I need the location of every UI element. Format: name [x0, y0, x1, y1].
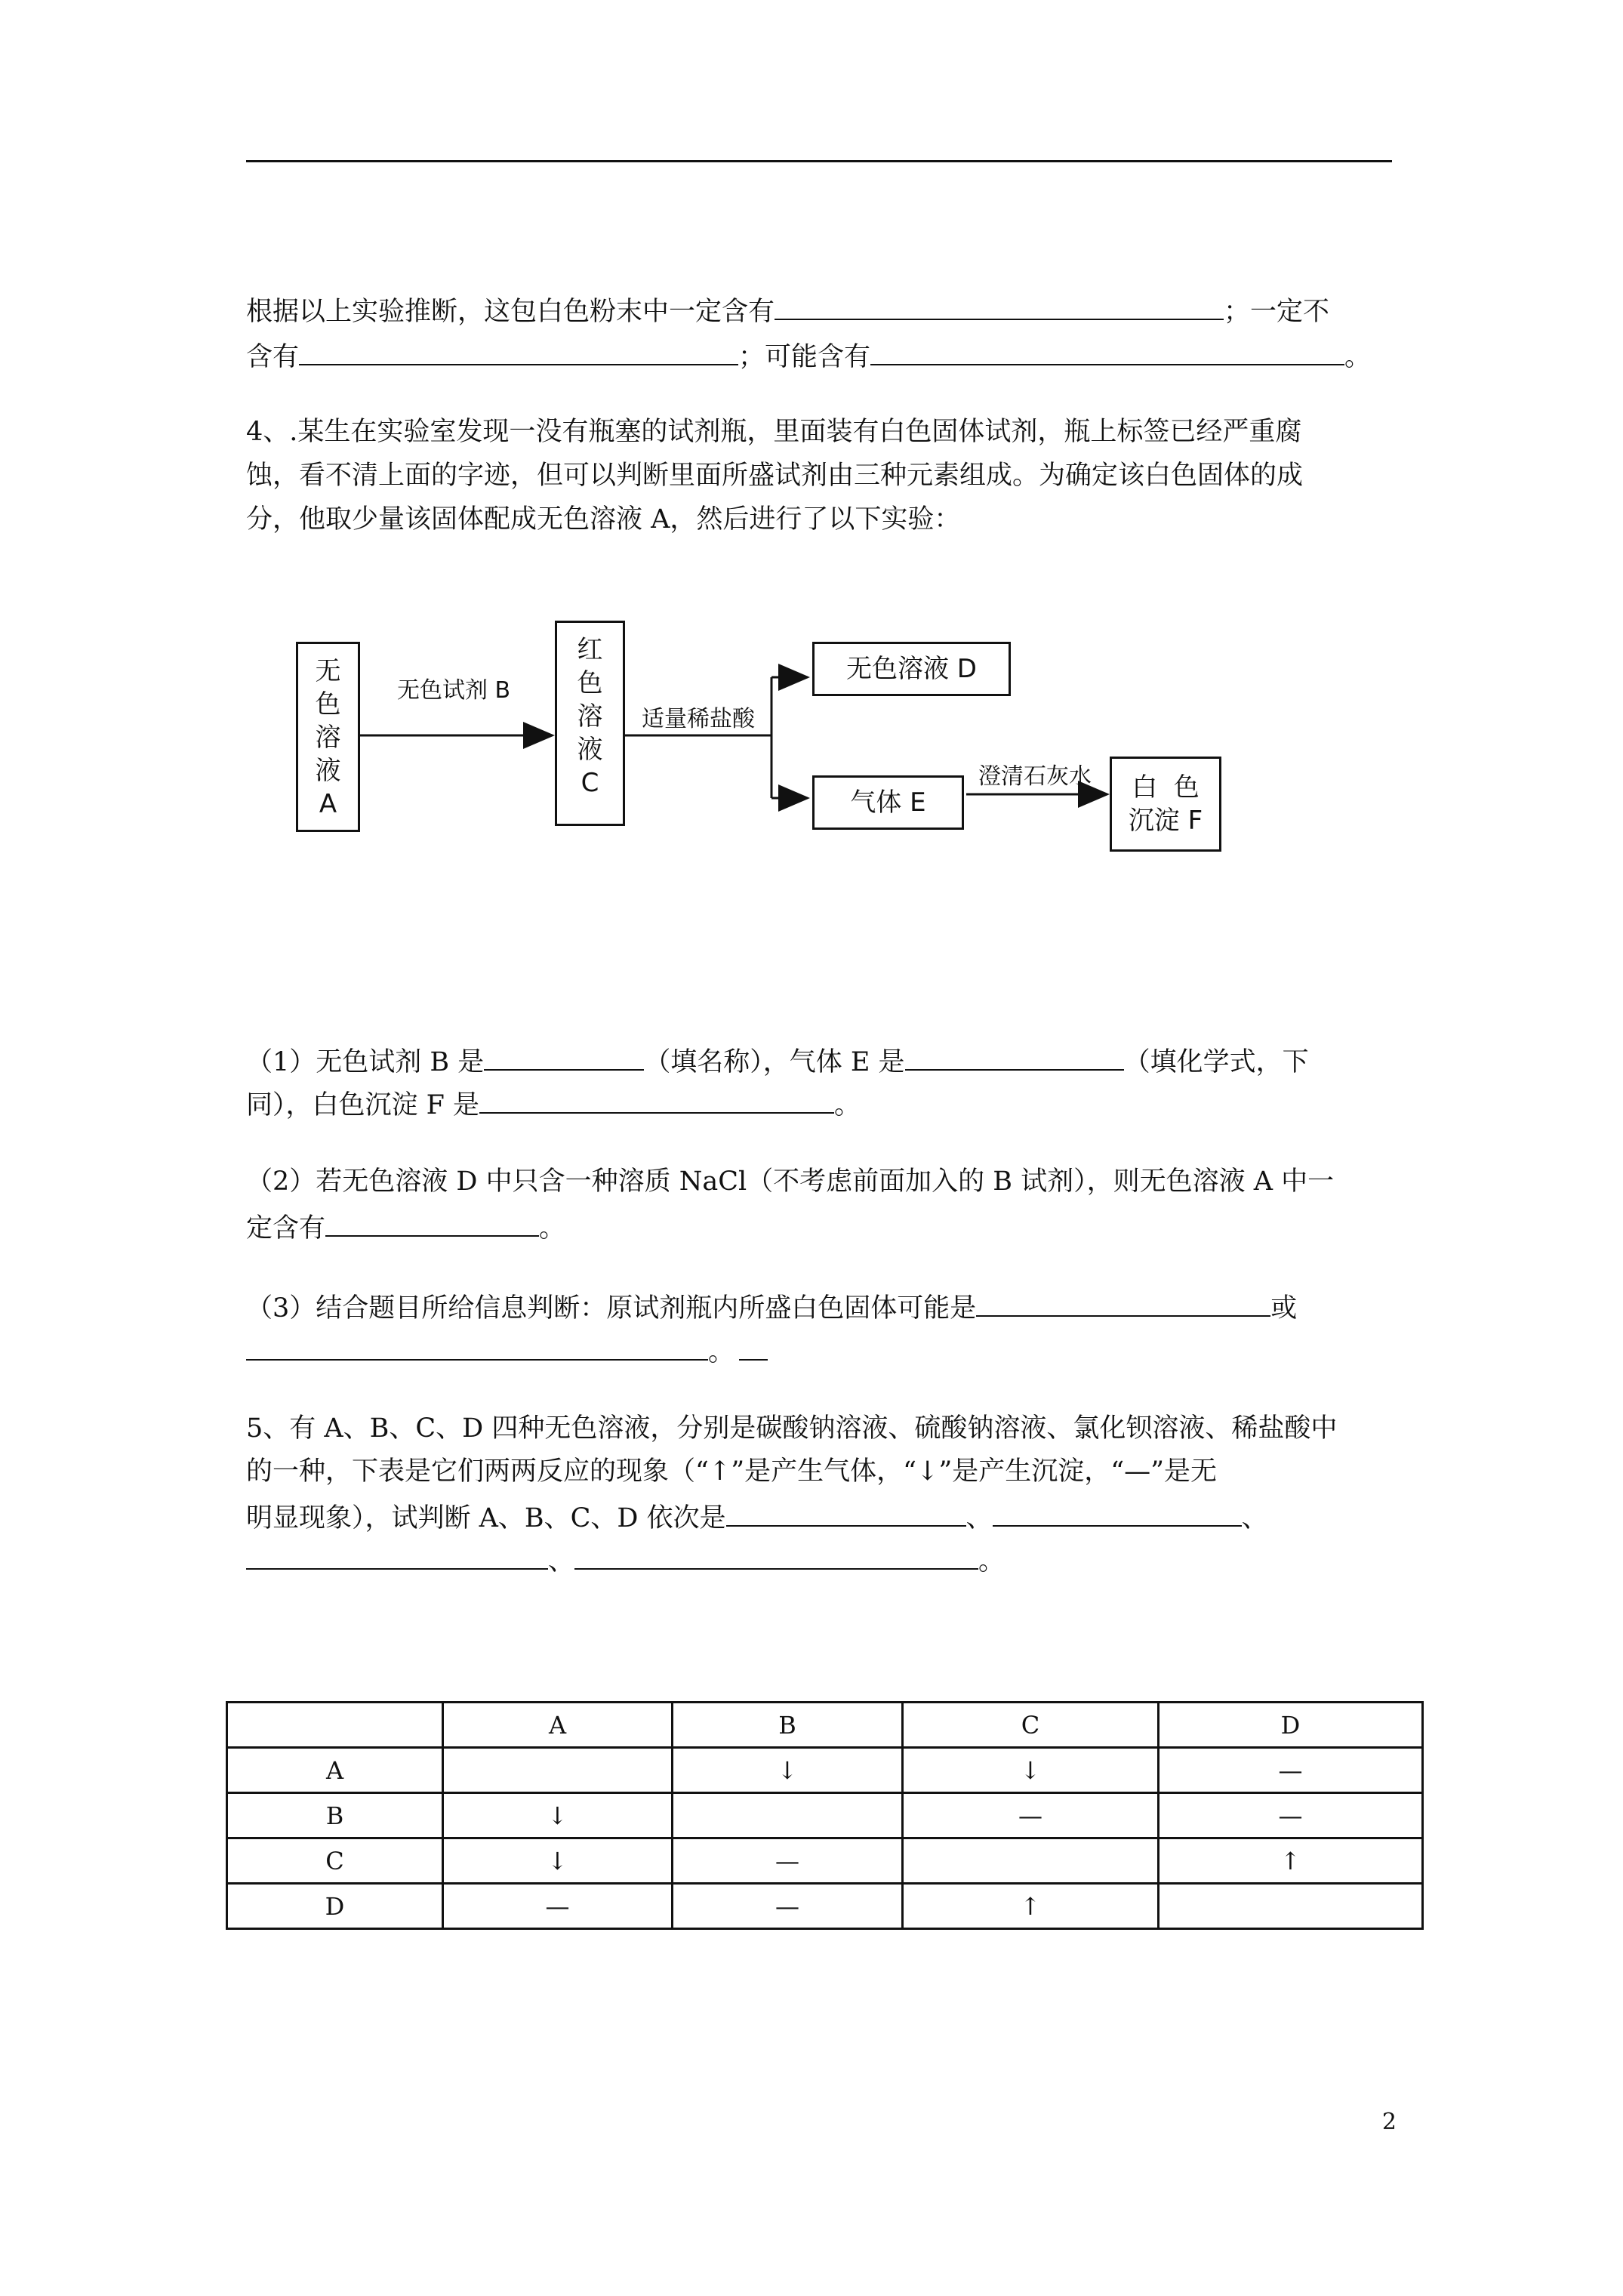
q4-text: 。	[834, 1090, 861, 1120]
q3-text: 。	[1344, 342, 1372, 372]
box-c-char: 液	[577, 735, 603, 765]
box-precipitate-f	[1110, 757, 1221, 852]
q4-text: （填化学式，下	[1123, 1047, 1309, 1077]
q5-separator: 、	[548, 1546, 575, 1576]
box-a-char: 无	[315, 656, 341, 686]
box-c-char: 红	[577, 635, 603, 665]
label-limewater: 澄清石灰水	[978, 763, 1092, 790]
q5-text: 。	[978, 1546, 1006, 1576]
box-f-line: 沉淀 F	[1128, 806, 1203, 836]
table-row	[227, 1748, 1423, 1793]
answer-blank[interactable]	[976, 1285, 1270, 1317]
q5-line-2: 的一种，下表是它们两两反应的现象（“↑”是产生气体，“↓”是产生沉淀，“—”是无	[246, 1456, 1218, 1487]
diagram-arrows	[0, 0, 1623, 906]
q4-text: （1）无色试剂 B 是	[246, 1047, 485, 1077]
answer-blank[interactable]	[726, 1495, 966, 1527]
table-header-row	[227, 1703, 1423, 1748]
label-dilute-hcl: 适量稀盐酸	[642, 706, 755, 732]
q4-part2-line1: （2）若无色溶液 D 中只含一种溶质 NaCl（不考虑前面加入的 B 试剂），则无色溶液 A 中一	[246, 1166, 1335, 1197]
q3-text: 根据以上实验推断，这包白色粉末中一定含有	[246, 297, 775, 327]
q4-intro-2: 蚀，看不清上面的字迹，但可以判断里面所盛试剂由三种元素组成。为确定该白色固体的成	[246, 461, 1304, 491]
answer-blank[interactable]	[739, 1329, 768, 1361]
table-row	[227, 1838, 1423, 1884]
table-cell: —	[443, 1884, 673, 1929]
answer-blank[interactable]	[993, 1495, 1242, 1527]
table-cell: B	[227, 1793, 443, 1838]
table-cell: D	[1159, 1703, 1423, 1748]
q4-part2-line2	[246, 1205, 565, 1248]
table-cell: —	[1159, 1748, 1423, 1793]
box-solution-c	[555, 621, 625, 826]
q4-intro-3: 分，他取少量该固体配成无色溶液 A，然后进行了以下实验：	[246, 504, 961, 535]
q3-text: 含有	[246, 342, 300, 372]
q4-text: 定含有	[246, 1213, 326, 1244]
table-cell: A	[227, 1748, 443, 1793]
q5-line-1: 5、有 A、B、C、D 四种无色溶液，分别是碳酸钠溶液、硫酸钠溶液、氯化钡溶液、稀盐酸中	[246, 1413, 1338, 1444]
table-row	[227, 1793, 1423, 1838]
table-cell: —	[903, 1793, 1159, 1838]
q4-text: 。	[708, 1337, 735, 1367]
table-cell	[903, 1838, 1159, 1884]
box-a-char: A	[319, 789, 337, 819]
q4-part3-line1	[246, 1285, 1297, 1328]
table-cell: ↑	[903, 1884, 1159, 1929]
answer-blank[interactable]	[246, 1329, 708, 1361]
box-gas-e: 气体 E	[812, 775, 964, 830]
q4-text: 。	[539, 1213, 566, 1244]
table-cell: D	[227, 1884, 443, 1929]
q3-text: ；一定不	[1224, 297, 1330, 327]
table-cell: ↓	[443, 1793, 673, 1838]
answer-blank[interactable]	[325, 1205, 539, 1237]
q4-text: 或	[1270, 1293, 1298, 1324]
box-c-char: 色	[577, 668, 603, 698]
q4-text: 同），白色沉淀 F 是	[246, 1090, 480, 1120]
table-cell: —	[1159, 1793, 1423, 1838]
table-cell: —	[673, 1838, 903, 1884]
page-number: 2	[1381, 2109, 1397, 2135]
table-cell	[227, 1703, 443, 1748]
q5-line-4	[246, 1538, 1005, 1581]
q4-part1-line1	[246, 1039, 1309, 1082]
q4-part1-line2	[246, 1082, 861, 1125]
answer-blank[interactable]	[574, 1538, 978, 1570]
table-cell: —	[673, 1884, 903, 1929]
table-cell: C	[903, 1703, 1159, 1748]
box-c-char: 溶	[577, 701, 603, 732]
answer-blank[interactable]	[905, 1039, 1124, 1071]
table-cell	[673, 1793, 903, 1838]
q4-text: （3）结合题目所给信息判断：原试剂瓶内所盛白色固体可能是	[246, 1293, 977, 1324]
q5-text: 明显现象），试判断 A、B、C、D 依次是	[246, 1503, 726, 1533]
q3-text: ；可能含有	[738, 342, 871, 372]
answer-blank[interactable]	[484, 1039, 644, 1071]
q5-separator: 、	[965, 1503, 993, 1533]
q4-intro-1: 4、.某生在实验室发现一没有瓶塞的试剂瓶，里面装有白色固体试剂，瓶上标签已经严重腐	[246, 417, 1302, 447]
table-cell	[1159, 1884, 1423, 1929]
table-cell: ↓	[903, 1748, 1159, 1793]
table-cell: B	[673, 1703, 903, 1748]
q4-text: （填名称），气体 E 是	[644, 1047, 905, 1077]
reaction-table	[226, 1701, 1424, 1930]
box-f-line: 白 色	[1132, 772, 1200, 803]
box-a-char: 溶	[315, 723, 341, 753]
box-solution-a	[296, 642, 360, 832]
q5-line-3	[246, 1495, 1268, 1538]
table-cell: ↓	[673, 1748, 903, 1793]
table-cell	[443, 1748, 673, 1793]
box-a-char: 液	[315, 756, 341, 786]
answer-blank[interactable]	[246, 1538, 548, 1570]
box-solution-d: 无色溶液 D	[812, 642, 1011, 696]
q4-part3-line2	[246, 1329, 768, 1372]
label-reagent-b: 无色试剂 B	[397, 677, 511, 704]
answer-blank[interactable]	[479, 1082, 834, 1114]
table-cell: A	[443, 1703, 673, 1748]
box-a-char: 色	[315, 689, 341, 720]
table-cell: ↑	[1159, 1838, 1423, 1884]
table-cell: C	[227, 1838, 443, 1884]
table-row	[227, 1884, 1423, 1929]
table-cell: ↓	[443, 1838, 673, 1884]
box-c-char: C	[581, 768, 599, 798]
q5-separator: 、	[1241, 1503, 1268, 1533]
